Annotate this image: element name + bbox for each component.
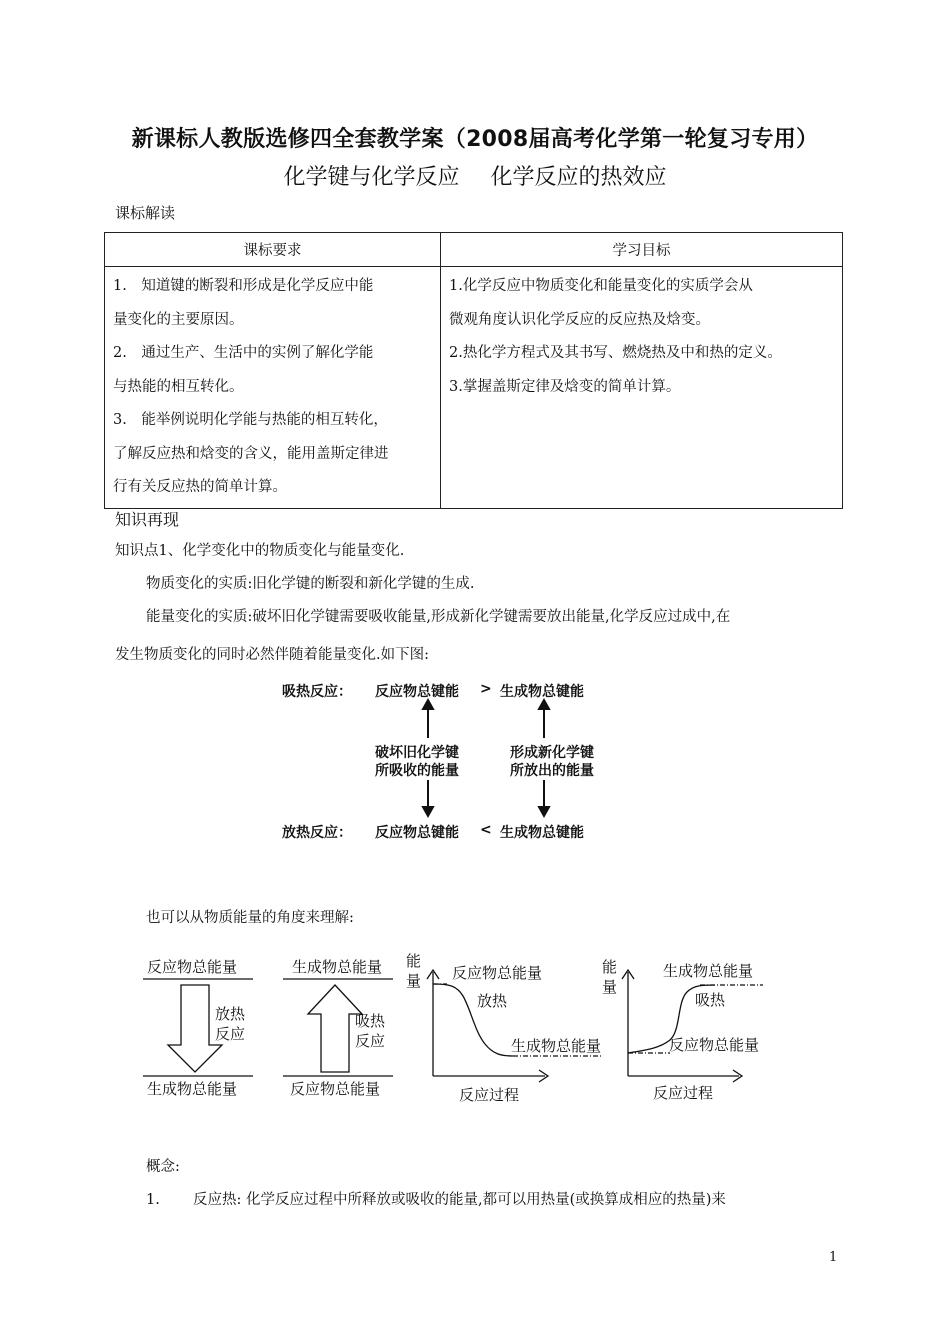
knowledge-point-1: 知识点1、化学变化中的物质变化与能量变化. [115,543,405,559]
break-bond-text-1: 破坏旧化学键 [375,745,459,761]
up-arrow-icon [423,700,433,709]
concept-label: 概念: [146,1159,180,1175]
goal-line: 3.掌握盖斯定律及焓变的简单计算。 [449,378,681,395]
x-axis-label-4: 反应过程 [653,1084,714,1102]
requirement-line: 1. 知道键的断裂和形成是化学反应中能 [113,278,374,294]
product-bond-energy-bottom: 生成物总键能 [500,825,584,841]
y-axis-label-4a: 能 [602,958,618,976]
exothermic-label: 放热反应： [282,825,352,841]
up-block-arrow-icon [308,985,362,1072]
table-row [105,267,843,509]
requirement-line: 与热能的相互转化。 [113,378,244,395]
requirement-line: 行有关反应热的简单计算。 [113,479,287,495]
requirement-line: 量变化的主要原因。 [113,311,244,328]
paragraph-material-change: 物质变化的实质:旧化学键的断裂和新化学键的生成. [146,576,475,592]
paragraph-energy-change: 能量变化的实质:破坏旧化学键需要吸收能量,形成新化学键需要放出能量,化学反应过成中,在 [146,609,731,625]
less-than-sign: < [480,822,492,838]
down-arrow-icon [539,807,549,816]
bond-diagram-arrows [280,676,620,846]
endo-arrow-text-1: 吸热 [355,1012,386,1030]
reactant-energy-label-4: 反应物总能量 [669,1036,760,1054]
table-header-requirements: 课标要求 [105,233,441,267]
requirements-cell [105,267,441,509]
reactant-energy-label-3: 反应物总能量 [452,964,543,982]
page-title: 新课标人教版选修四全套教学案（2008届高考化学第一轮复习专用） [131,127,819,152]
energy-intro: 也可以从物质能量的角度来理解: [146,910,354,926]
section-label-curriculum: 课标解读 [115,204,176,222]
reactant-bond-energy-bottom: 反应物总键能 [375,825,459,841]
exo-curve-label: 放热 [477,992,508,1010]
goal-line: 1.化学反应中物质变化和能量变化的实质学会从 [449,278,753,294]
concept-item-text: 反应热: 化学反应过程中所释放或吸收的能量,都可以用热量(或换算成相应的热量)来 [193,1192,726,1208]
exo-arrow-text-2: 反应 [215,1025,246,1043]
y-axis-label-3b: 量 [406,972,422,990]
product-energy-label-3: 生成物总能量 [511,1037,602,1055]
break-bond-text-2: 所吸收的能量 [375,763,459,779]
down-arrow-icon [423,807,433,816]
greater-than-sign: > [480,681,492,697]
y-axis-label-4b: 量 [602,978,618,996]
x-axis-label-3: 反应过程 [459,1086,520,1104]
energy-diagram-shapes [135,948,765,1108]
table-header-goals: 学习目标 [441,233,843,267]
endo-curve-label: 吸热 [695,991,726,1009]
endo-arrow-text-2: 反应 [355,1032,386,1050]
up-arrow-icon [539,700,549,709]
bond-energy-diagram [280,676,620,846]
requirement-line: 3. 能举例说明化学能与热能的相互转化， [113,412,388,428]
goal-line: 微观角度认识化学反应的反应热及焓变。 [449,311,710,328]
down-block-arrow-icon [168,985,222,1072]
goals-cell [441,267,843,509]
energy-diagrams [135,948,765,1108]
product-energy-label-2: 生成物总能量 [292,958,383,976]
product-bond-energy-top: 生成物总键能 [500,684,584,700]
form-bond-text-2: 所放出的能量 [510,763,594,779]
section-label-knowledge: 知识再现 [115,510,180,529]
table-header-row [105,233,843,267]
reactant-energy-label-2: 反应物总能量 [290,1080,381,1098]
requirement-line: 了解反应热和焓变的含义，能用盖斯定律进 [113,445,389,462]
concept-item-number: 1. [146,1192,160,1208]
page-subtitle: 化学键与化学反应 化学反应的热效应 [283,165,667,190]
exo-arrow-text-1: 放热 [215,1005,246,1023]
form-bond-text-1: 形成新化学键 [510,745,594,761]
requirement-line: 2. 通过生产、生活中的实例了解化学能 [113,345,374,361]
endothermic-label: 吸热反应： [282,684,352,700]
paragraph-energy-change-cont: 发生物质变化的同时必然伴随着能量变化.如下图: [115,647,429,663]
reactant-bond-energy-top: 反应物总键能 [375,684,459,700]
goal-line: 2.热化学方程式及其书写、燃烧热及中和热的定义。 [449,345,782,361]
y-axis-label-3a: 能 [406,952,422,970]
reactant-energy-label-1: 反应物总能量 [147,958,238,976]
page-number: 1 [829,1250,838,1265]
product-energy-label-1: 生成物总能量 [147,1080,238,1098]
curriculum-table [104,232,843,509]
product-energy-label-4: 生成物总能量 [663,962,754,980]
